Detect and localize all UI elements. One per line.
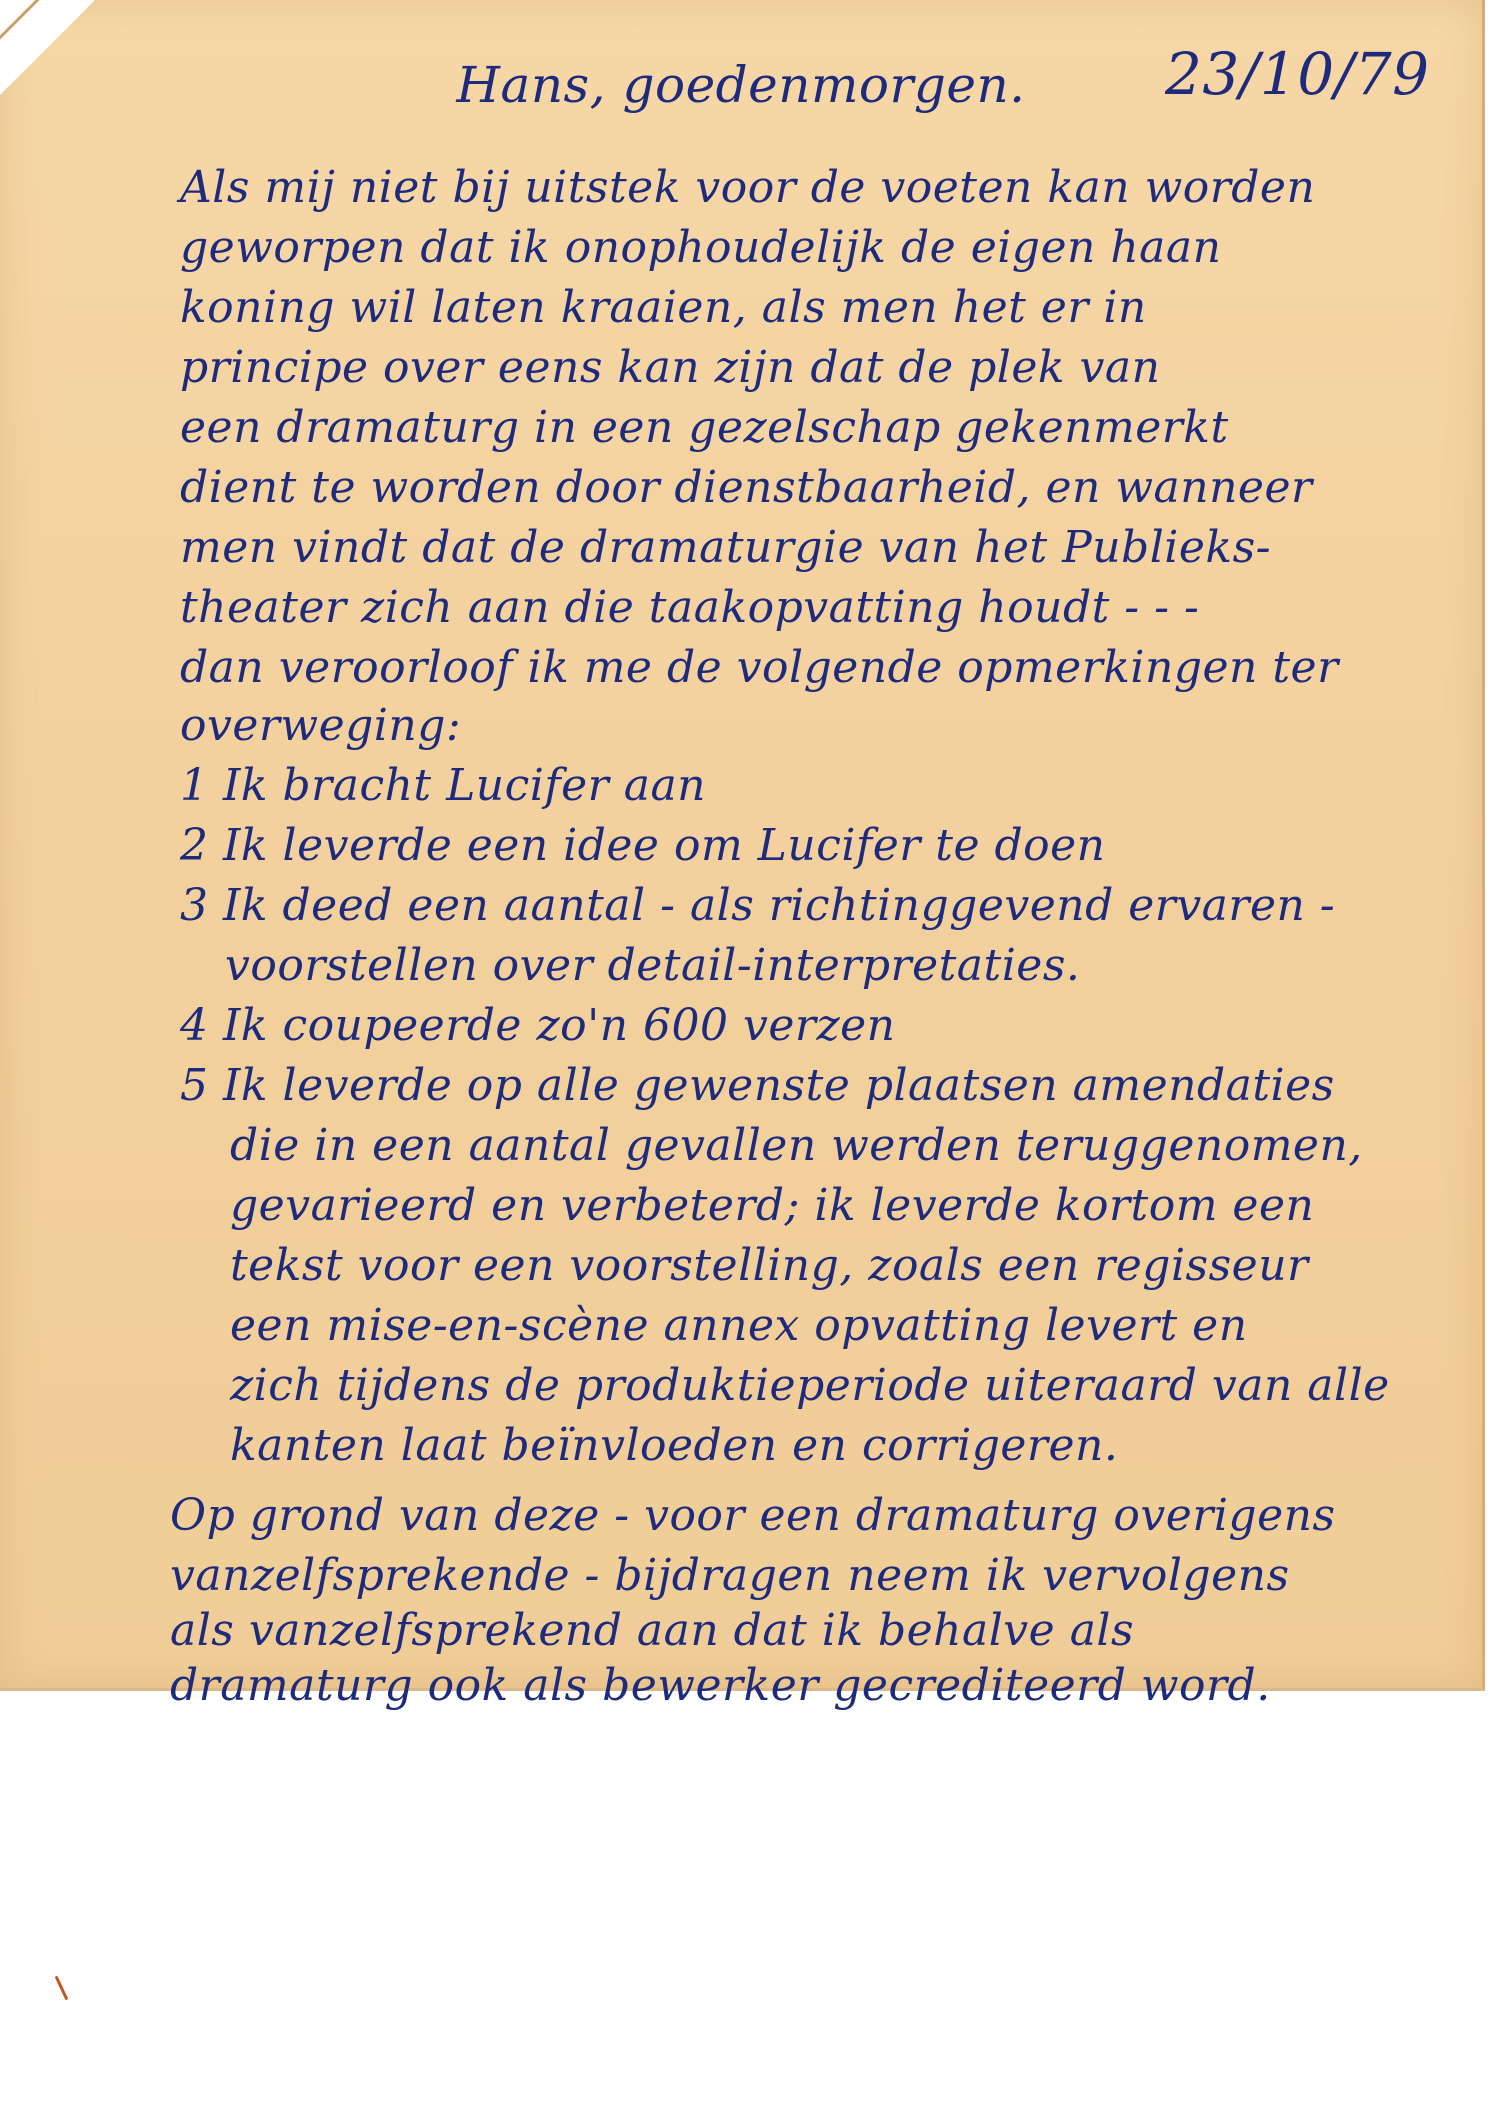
letter-date: 23/10/79 (1165, 40, 1430, 108)
letter-line: een dramaturg in een gezelschap gekenmerkt (180, 402, 1229, 453)
list-item: 5 Ik leverde op alle gewenste plaatsen amendaties (180, 1060, 1335, 1111)
letter-line: theater zich aan die taakopvatting houdt - - - (180, 582, 1200, 633)
letter-line: dramaturg ook als bewerker gecrediteerd word. (170, 1660, 1271, 1711)
letter-line: dan veroorloof ik me de volgende opmerkingen ter (180, 642, 1339, 693)
letter-line: dient te worden door dienstbaarheid, en wanneer (180, 462, 1313, 513)
list-item-continuation: die in een aantal gevallen werden teruggenomen, (230, 1120, 1363, 1171)
letter-line: Als mij niet bij uitstek voor de voeten kan worden (180, 162, 1316, 213)
list-item: 1 Ik bracht Lucifer aan (180, 760, 707, 811)
list-item: 3 Ik deed een aantal - als richtinggevend ervaren - (180, 880, 1336, 931)
letter-line: als vanzelfsprekend aan dat ik behalve als (170, 1605, 1135, 1656)
list-item-continuation: zich tijdens de produktieperiode uiteraard van alle (230, 1360, 1390, 1411)
list-item-continuation: tekst voor een voorstelling, zoals een regisseur (230, 1240, 1309, 1291)
letter-heading: Hans, goedenmorgen. (456, 56, 1026, 114)
list-item-continuation: gevarieerd en verbeterd; ik leverde kortom een (230, 1180, 1315, 1231)
letter-line: principe over eens kan zijn dat de plek van (180, 342, 1161, 393)
letter-line: men vindt dat de dramaturgie van het Publieks- (180, 522, 1272, 573)
list-item: 4 Ik coupeerde zo'n 600 verzen (180, 1000, 896, 1051)
letter-line: geworpen dat ik onophoudelijk de eigen haan (180, 222, 1222, 273)
list-item-continuation: een mise-en-scène annex opvatting levert en (230, 1300, 1248, 1351)
letter-line: overweging: (180, 700, 462, 751)
list-item: 2 Ik leverde een idee om Lucifer te doen (180, 820, 1106, 871)
list-item-continuation: voorstellen over detail-interpretaties. (225, 940, 1081, 991)
letter-line: koning wil laten kraaien, als men het er in (180, 282, 1147, 333)
letter-line: Op grond van deze - voor een dramaturg overigens (170, 1490, 1336, 1541)
list-item-continuation: kanten laat beïnvloeden en corrigeren. (230, 1420, 1119, 1471)
letter-line: vanzelfsprekende - bijdragen neem ik vervolgens (170, 1550, 1290, 1601)
ink-mark (55, 1976, 69, 2001)
